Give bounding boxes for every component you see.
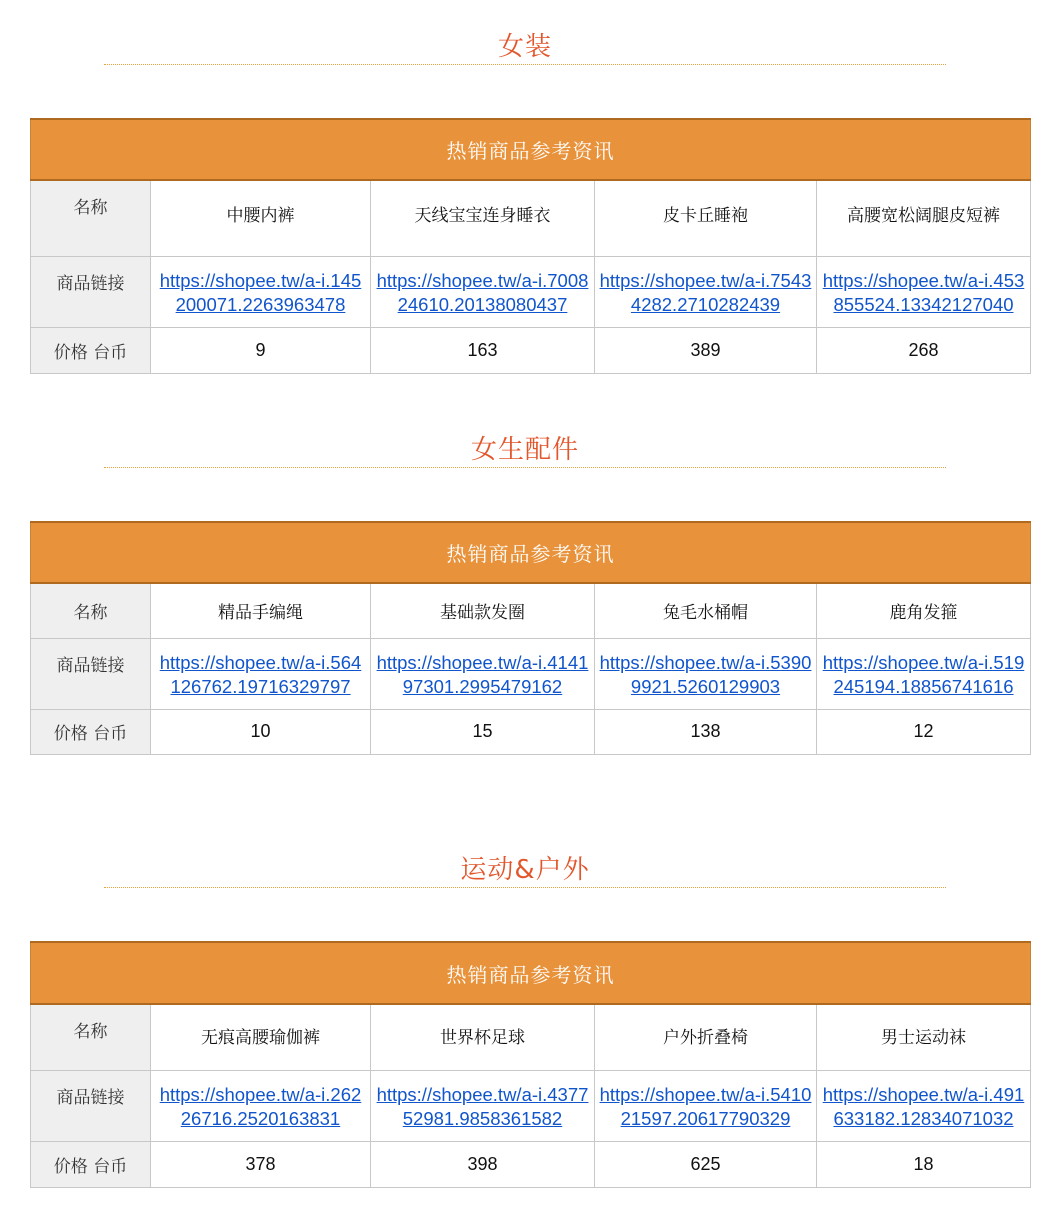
product-link[interactable]: https://shopee.tw/a-i.145200071.2263963478	[159, 269, 362, 315]
product-link[interactable]: https://shopee.tw/a-i.414197301.2995479162	[376, 651, 589, 697]
link-cell	[151, 638, 371, 709]
table-row-names	[31, 180, 1031, 256]
product-price: 15	[371, 709, 595, 754]
product-price: 9	[151, 327, 371, 373]
table-row-prices	[31, 1141, 1031, 1187]
link-cell	[817, 256, 1031, 327]
row-label-link: 商品链接	[31, 1070, 151, 1141]
product-name: 鹿角发箍	[817, 583, 1031, 638]
product-price: 389	[595, 327, 817, 373]
product-name: 精品手编绳	[151, 583, 371, 638]
row-label-name: 名称	[31, 583, 151, 638]
product-name: 高腰宽松阔腿皮短裤	[817, 180, 1031, 256]
product-link[interactable]: https://shopee.tw/a-i.541021597.20617790329	[599, 1083, 812, 1129]
link-cell	[595, 256, 817, 327]
product-name: 户外折叠椅	[595, 1004, 817, 1070]
row-label-price: 价格 台币	[31, 1141, 151, 1187]
product-name: 中腰内裤	[151, 180, 371, 256]
product-link[interactable]: https://shopee.tw/a-i.453855524.13342127040	[822, 269, 1025, 315]
product-link[interactable]: https://shopee.tw/a-i.26226716.2520163831	[159, 1083, 362, 1129]
row-label-name: 名称	[31, 1004, 151, 1070]
product-price: 18	[817, 1141, 1031, 1187]
link-cell	[817, 1070, 1031, 1141]
link-cell	[151, 256, 371, 327]
product-link[interactable]: https://shopee.tw/a-i.75434282.2710282439	[599, 269, 812, 315]
table-row-prices	[31, 709, 1031, 754]
product-link[interactable]: https://shopee.tw/a-i.437752981.9858361582	[376, 1083, 589, 1129]
section-title-sports-outdoor: 运动&户外	[460, 855, 590, 885]
product-name: 兔毛水桶帽	[595, 583, 817, 638]
table-row-links	[31, 638, 1031, 709]
row-label-name: 名称	[31, 180, 151, 256]
link-cell	[371, 1070, 595, 1141]
product-price: 138	[595, 709, 817, 754]
link-cell	[151, 1070, 371, 1141]
product-name: 世界杯足球	[371, 1004, 595, 1070]
table-row-links	[31, 1070, 1031, 1141]
product-link[interactable]: https://shopee.tw/a-i.491633182.12834071032	[822, 1083, 1025, 1129]
product-price: 268	[817, 327, 1031, 373]
product-table-womens-wear	[30, 118, 1031, 374]
product-name: 男士运动袜	[817, 1004, 1031, 1070]
table-header: 热销商品参考资讯	[31, 522, 1031, 583]
link-cell	[817, 638, 1031, 709]
table-row-prices	[31, 327, 1031, 373]
product-table-womens-accessories	[30, 521, 1031, 755]
link-cell	[595, 638, 817, 709]
row-label-link: 商品链接	[31, 256, 151, 327]
product-price: 398	[371, 1141, 595, 1187]
table-header: 热销商品参考资讯	[31, 119, 1031, 180]
row-label-price: 价格 台币	[31, 327, 151, 373]
section-title-womens-wear: 女装	[497, 32, 552, 62]
product-link[interactable]: https://shopee.tw/a-i.564126762.19716329797	[159, 651, 362, 697]
product-price: 163	[371, 327, 595, 373]
section-divider	[104, 467, 946, 468]
product-name: 天线宝宝连身睡衣	[371, 180, 595, 256]
product-price: 10	[151, 709, 371, 754]
product-price: 378	[151, 1141, 371, 1187]
table-header: 热销商品参考资讯	[31, 942, 1031, 1004]
row-label-price: 价格 台币	[31, 709, 151, 754]
table-row-names	[31, 583, 1031, 638]
product-link[interactable]: https://shopee.tw/a-i.53909921.5260129903	[599, 651, 812, 697]
table-row-links	[31, 256, 1031, 327]
table-row-names	[31, 1004, 1031, 1070]
link-cell	[595, 1070, 817, 1141]
section-divider	[104, 887, 946, 888]
link-cell	[371, 638, 595, 709]
product-price: 12	[817, 709, 1031, 754]
product-table-sports-outdoor	[30, 941, 1031, 1188]
product-name: 无痕高腰瑜伽裤	[151, 1004, 371, 1070]
product-price: 625	[595, 1141, 817, 1187]
section-title-womens-accessories: 女生配件	[470, 435, 579, 465]
section-divider	[104, 64, 946, 65]
row-label-link: 商品链接	[31, 638, 151, 709]
product-link[interactable]: https://shopee.tw/a-i.519245194.18856741616	[822, 651, 1025, 697]
product-name: 基础款发圈	[371, 583, 595, 638]
product-link[interactable]: https://shopee.tw/a-i.700824610.20138080437	[376, 269, 589, 315]
product-name: 皮卡丘睡袍	[595, 180, 817, 256]
link-cell	[371, 256, 595, 327]
